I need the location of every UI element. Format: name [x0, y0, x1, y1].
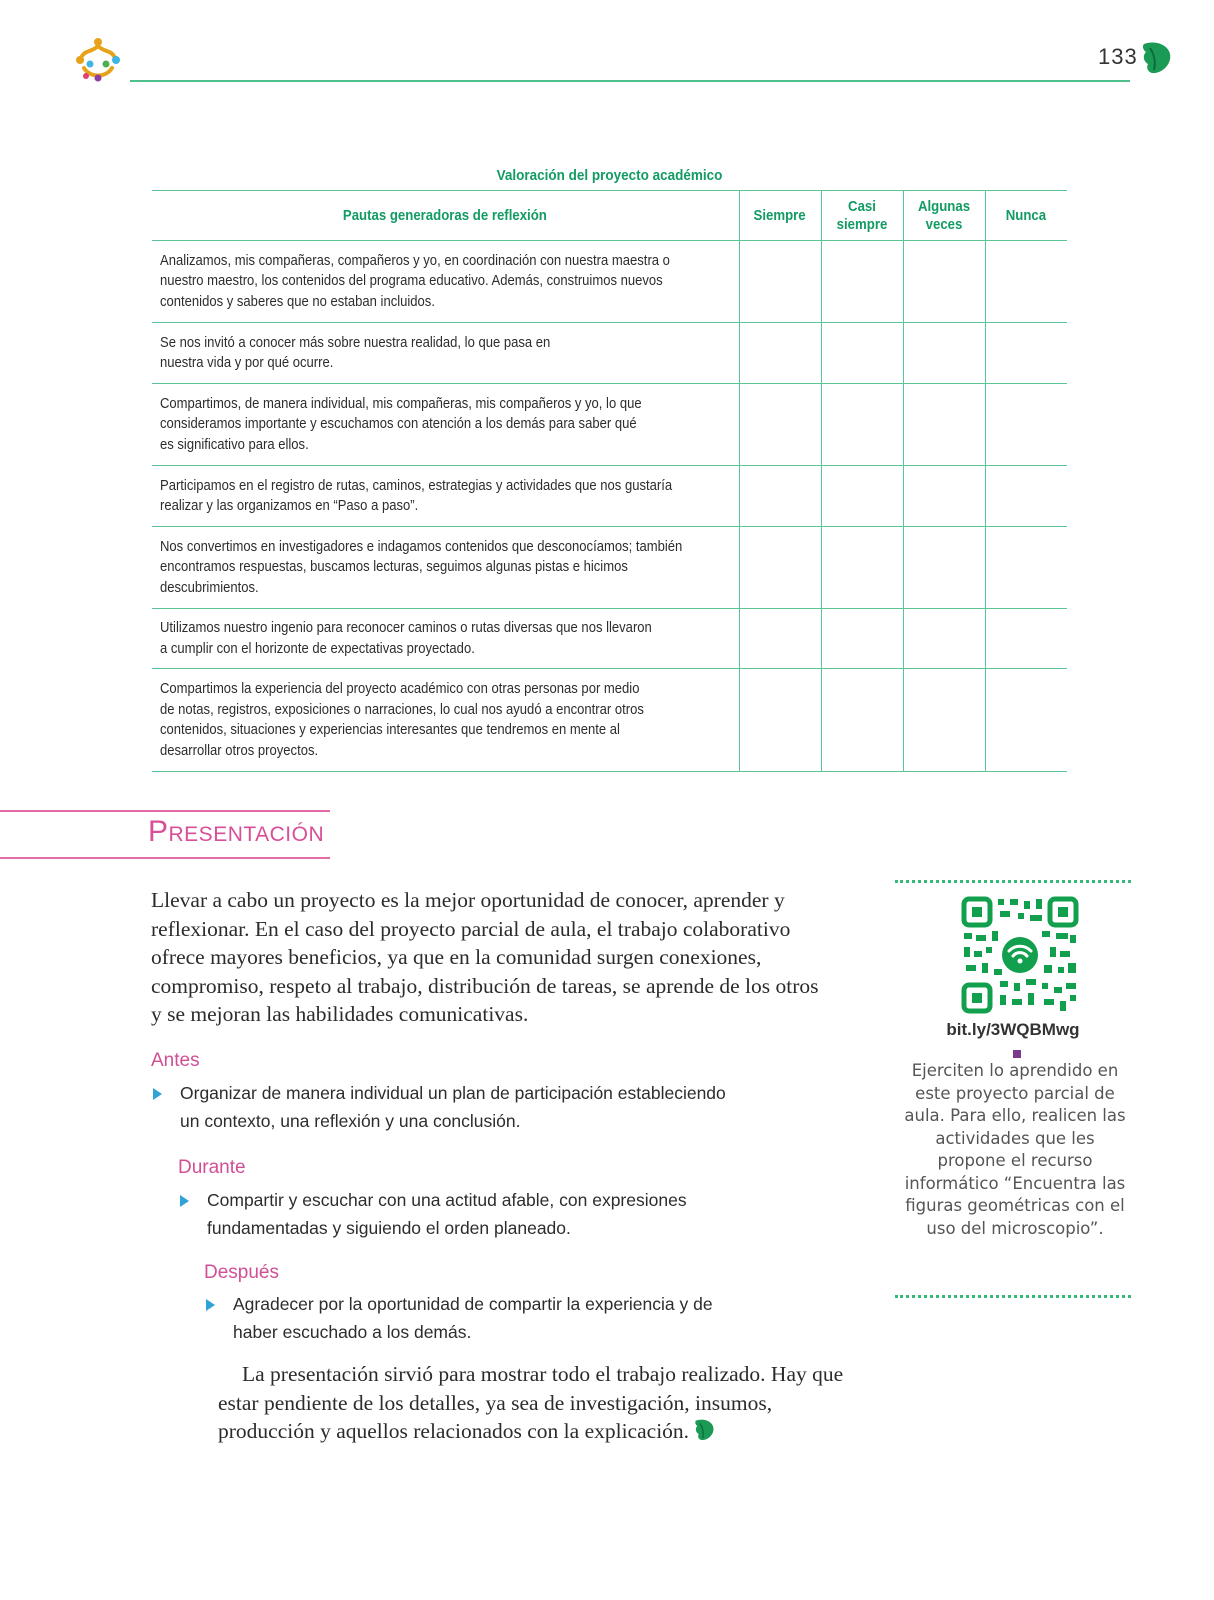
section-heading: Presentación: [148, 815, 325, 848]
column-header: Nunca: [985, 191, 1067, 241]
casi-siempre-cell[interactable]: [821, 323, 903, 384]
evaluation-table-section: [152, 162, 1067, 772]
header-rule: [130, 80, 1130, 82]
casi-siempre-cell[interactable]: [821, 527, 903, 609]
column-header: Casi siempre: [821, 191, 903, 241]
criterion-cell: Compartimos la experiencia del proyecto académico con otras personas por medio de notas, registros, exposiciones o narraciones, lo cual nos ayudó a encontrar otros contenidos, situaciones y experiencias interesantes que tendremos en mente al desarrollar otros proyectos.: [152, 669, 739, 772]
nunca-cell[interactable]: [985, 384, 1067, 466]
table-row: [152, 323, 1067, 384]
column-header: Pautas generadoras de reflexión: [152, 191, 739, 241]
nunca-cell[interactable]: [985, 609, 1067, 669]
algunas-veces-cell[interactable]: [903, 323, 985, 384]
table-row: [152, 384, 1067, 466]
resource-link[interactable]: bit.ly/3WQBMwg: [946, 1020, 1080, 1039]
casi-siempre-cell[interactable]: [821, 241, 903, 323]
table-row: [152, 241, 1067, 323]
intro-paragraph: Llevar a cabo un proyecto es la mejor oportunidad de conocer, aprender y reflexionar. En el caso del proyecto parcial de aula, el trabajo colaborativo ofrece mayores beneficios, ya que en la comunidad surgen conexiones, compromiso, respeto al trabajo, distribución de tareas, se aprende de los otros y se mejoran las habilidades comunicativas.: [151, 888, 819, 1026]
siempre-cell[interactable]: [739, 527, 821, 609]
table-title: Valoración del proyecto académico: [496, 167, 723, 184]
criterion-cell: Se nos invitó a conocer más sobre nuestra realidad, lo que pasa en nuestra vida y por qué ocurre.: [152, 323, 739, 384]
siempre-cell[interactable]: [739, 466, 821, 527]
nunca-cell[interactable]: [985, 527, 1067, 609]
nunca-cell[interactable]: [985, 669, 1067, 772]
column-header: Siempre: [739, 191, 821, 241]
qr-code-icon[interactable]: [960, 895, 1080, 1015]
bullet-arrow-icon: [180, 1195, 189, 1207]
table-header-row: [152, 191, 1067, 241]
column-header: Algunas veces: [903, 191, 985, 241]
algunas-veces-cell[interactable]: [903, 527, 985, 609]
phase-text-durante: Compartir y escuchar con una actitud afable, con expresiones fundamentadas y siguiendo el orden planeado.: [207, 1190, 687, 1238]
evaluation-table: [152, 190, 1067, 772]
nunca-cell[interactable]: [985, 241, 1067, 323]
phase-label-despues: Después: [204, 1262, 279, 1283]
phase-text-despues: Agradecer por la oportunidad de compartir la experiencia y de haber escuchado a los demás.: [233, 1294, 713, 1342]
casi-siempre-cell[interactable]: [821, 609, 903, 669]
criterion-cell: Utilizamos nuestro ingenio para reconocer caminos o rutas diversas que nos llevaron a cumplir con el horizonte de expectativas proyectado.: [152, 609, 739, 669]
siempre-cell[interactable]: [739, 384, 821, 466]
bullet-arrow-icon: [153, 1088, 162, 1100]
criterion-cell: Participamos en el registro de rutas, caminos, estrategias y actividades que nos gustaría realizar y las organizamos en “Paso a paso”.: [152, 466, 739, 527]
closing-paragraph: La presentación sirvió para mostrar todo el trabajo realizado. Hay que estar pendiente de los detalles, ya sea de investigación, insumos, producción y aquellos relacionados con la explicación.: [218, 1362, 844, 1443]
page-number: 133: [1098, 44, 1138, 69]
casi-siempre-cell[interactable]: [821, 466, 903, 527]
section-rule-bottom: [0, 857, 330, 859]
phase-label-antes: Antes: [151, 1050, 200, 1071]
criterion-cell: Nos convertimos en investigadores e indagamos contenidos que desconocíamos; también encontramos respuestas, buscamos lecturas, seguimos algunas pistas e hicimos descubrimientos.: [152, 527, 739, 609]
leaf-icon: [1140, 40, 1172, 76]
siempre-cell[interactable]: [739, 241, 821, 323]
siempre-cell[interactable]: [739, 669, 821, 772]
leaf-icon: [693, 1418, 715, 1442]
criterion-cell: Compartimos, de manera individual, mis compañeras, mis compañeros y yo, lo que consideramos importante y escuchamos con atención a los demás para saber qué es significativo para ellos.: [152, 384, 739, 466]
algunas-veces-cell[interactable]: [903, 669, 985, 772]
algunas-veces-cell[interactable]: [903, 609, 985, 669]
casi-siempre-cell[interactable]: [821, 669, 903, 772]
table-row: [152, 527, 1067, 609]
nunca-cell[interactable]: [985, 466, 1067, 527]
bullet-arrow-icon: [206, 1299, 215, 1311]
algunas-veces-cell[interactable]: [903, 384, 985, 466]
phase-label-durante: Durante: [178, 1157, 246, 1178]
phase-text-antes: Organizar de manera individual un plan de participación estableciendo un contexto, una reflexión y una conclusión.: [180, 1083, 726, 1131]
algunas-veces-cell[interactable]: [903, 466, 985, 527]
sidebar-description: Ejerciten lo aprendido en este proyecto parcial de aula. Para ello, realicen las actividades que les propone el recurso informático “Encuentra las figuras geométricas con el uso del microscopio”.: [904, 1061, 1126, 1238]
table-row: [152, 466, 1067, 527]
series-logo-icon: [72, 34, 124, 86]
algunas-veces-cell[interactable]: [903, 241, 985, 323]
nunca-cell[interactable]: [985, 323, 1067, 384]
sidebar-rule-bottom: [895, 1295, 1131, 1298]
casi-siempre-cell[interactable]: [821, 384, 903, 466]
siempre-cell[interactable]: [739, 609, 821, 669]
table-row: [152, 609, 1067, 669]
sidebar-rule-top: [895, 880, 1131, 883]
section-rule-top: [0, 810, 330, 812]
criterion-cell: Analizamos, mis compañeras, compañeros y yo, en coordinación con nuestra maestra o nuestro maestro, los contenidos del programa educativo. Además, construimos nuevos contenidos y saberes que no estaban incluidos.: [152, 241, 739, 323]
link-marker-icon: [1013, 1050, 1021, 1058]
siempre-cell[interactable]: [739, 323, 821, 384]
table-row: [152, 669, 1067, 772]
